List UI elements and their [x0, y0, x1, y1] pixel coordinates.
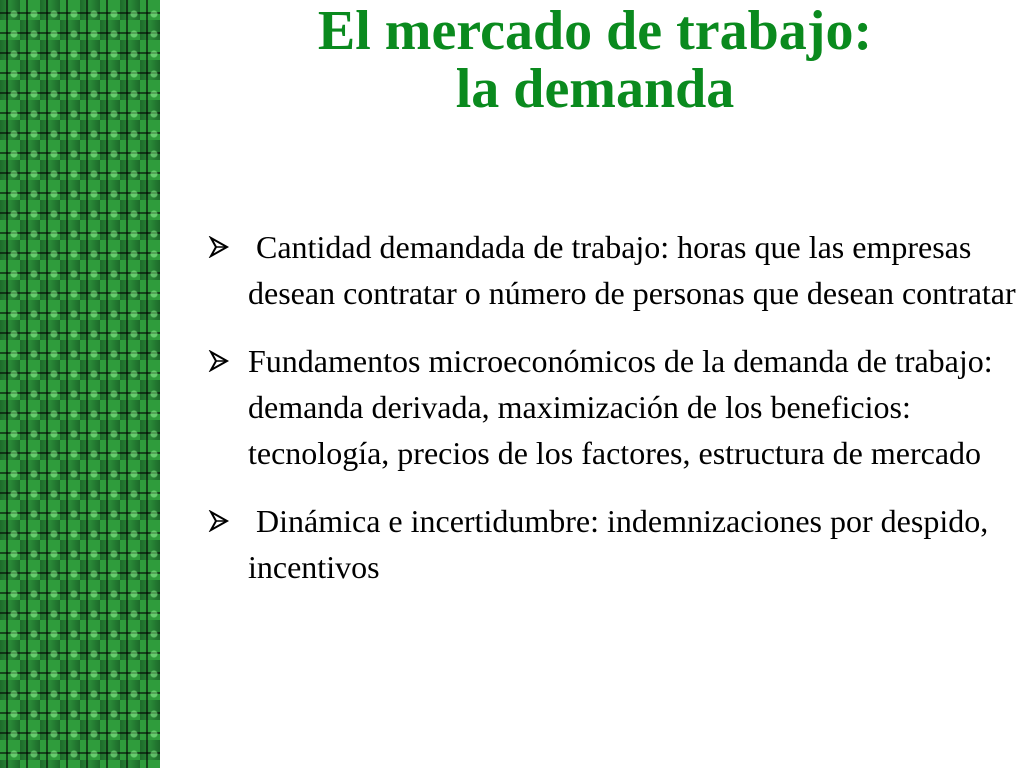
title-line-2: la demanda: [455, 58, 735, 120]
bullet-item: [205, 498, 1017, 590]
slide-title: [170, 2, 1020, 118]
bullet-text: Dinámica e incertidumbre: indemnizaciones por despido, incentivos: [248, 503, 997, 585]
bullet-text: Cantidad demandada de trabajo: horas que las empresas desean contratar o número de personas que desean contratar: [248, 229, 1016, 311]
arrow-bullet-icon: [208, 338, 234, 384]
arrow-bullet-icon: [208, 224, 234, 270]
decorative-green-pattern: [0, 0, 160, 768]
bullet-list: [205, 224, 1017, 612]
arrow-bullet-icon: [208, 498, 234, 544]
bullet-item: [205, 224, 1017, 316]
bullet-text: Fundamentos microeconómicos de la demanda de trabajo: demanda derivada, maximización de los beneficios: tecnología, precios de los factores, estructura de mercado: [248, 343, 993, 471]
bullet-item: [205, 338, 1017, 476]
title-line-1: El mercado de trabajo:: [317, 0, 873, 62]
